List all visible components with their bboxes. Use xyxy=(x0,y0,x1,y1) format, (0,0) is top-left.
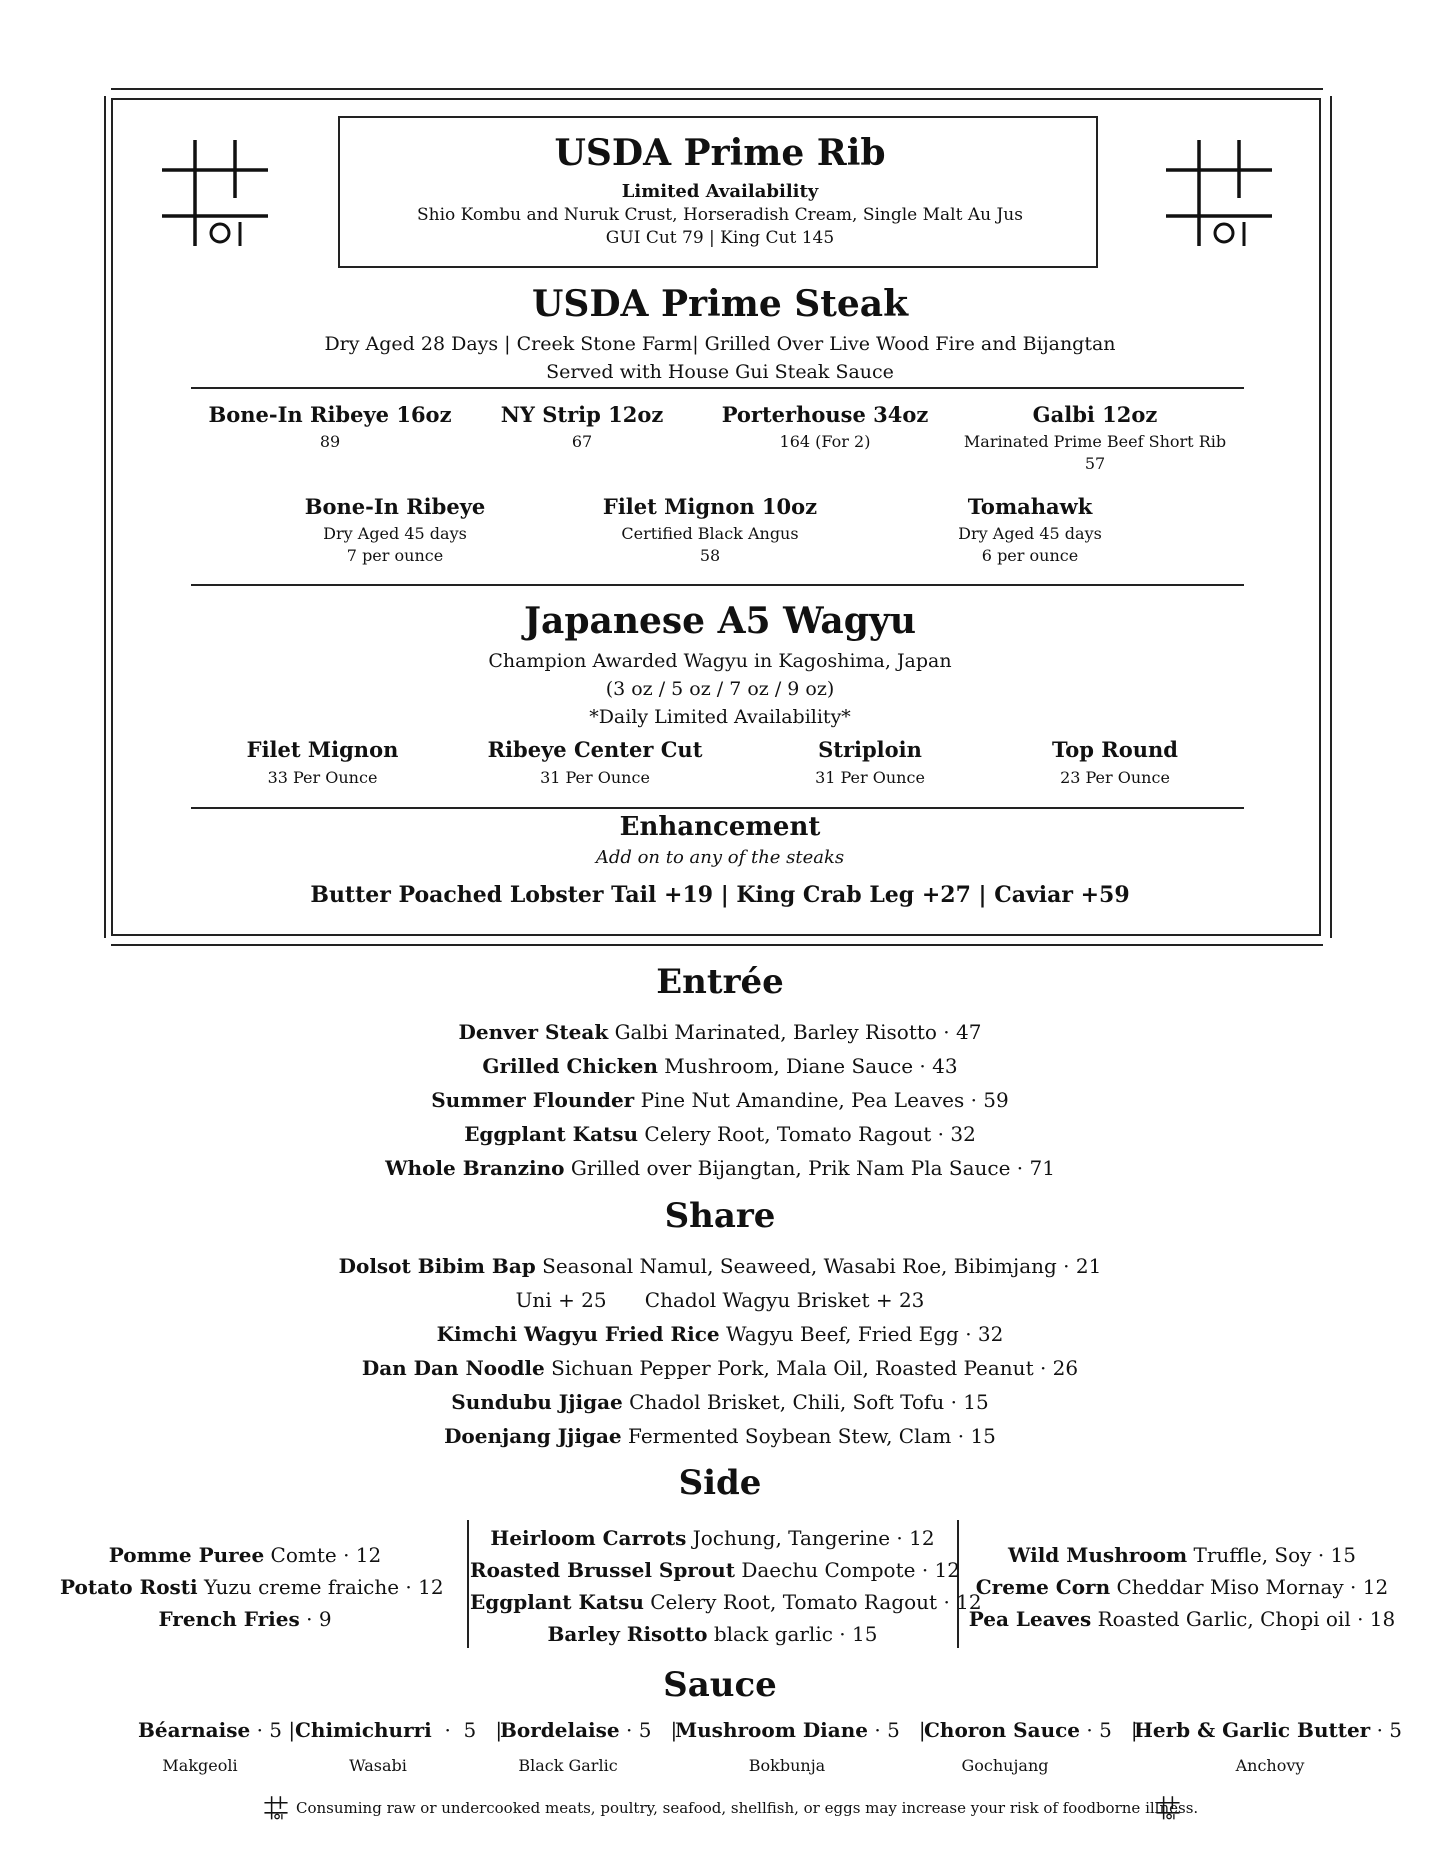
entree-item xyxy=(0,1156,1440,1180)
side-item-desc: Truffle, Soy · 15 xyxy=(1187,1543,1356,1567)
wagyu-cut-name: Top Round xyxy=(1052,737,1178,762)
side-divider xyxy=(467,1520,469,1648)
side-item-desc: Yuzu creme fraiche · 12 xyxy=(197,1575,444,1599)
side-item xyxy=(962,1603,1402,1635)
side-item-desc: Jochung, Tangerine · 12 xyxy=(686,1526,935,1550)
steak-item xyxy=(200,402,460,451)
side-item-name: Roasted Brussel Sprout xyxy=(470,1558,735,1582)
steak-name: Porterhouse 34oz xyxy=(721,402,929,427)
share-item-desc: Chadol Brisket, Chili, Soft Tofu · 15 xyxy=(622,1390,989,1414)
side-item-desc: Roasted Garlic, Chopi oil · 18 xyxy=(1091,1607,1396,1631)
sauce-item-price: · 5 | xyxy=(250,1718,296,1742)
steak-item xyxy=(950,402,1240,473)
side-item-name: Potato Rosti xyxy=(60,1575,198,1599)
steak-price: 67 xyxy=(571,432,593,451)
sauce-pairing: Wasabi xyxy=(349,1756,407,1775)
prime-steak-line2: Served with House Gui Steak Sauce xyxy=(546,361,894,383)
side-column-middle xyxy=(470,1522,982,1650)
steak-item xyxy=(270,494,520,565)
sauce-item-name: Chimichurri xyxy=(295,1718,432,1742)
sauce-pairing: Anchovy xyxy=(1235,1756,1305,1775)
side-item xyxy=(60,1603,430,1635)
side-item-name: Creme Corn xyxy=(975,1575,1111,1599)
frame-bottom-line xyxy=(111,944,1323,946)
share-title: Share xyxy=(664,1196,776,1236)
side-item-desc: Comte · 12 xyxy=(264,1543,382,1567)
sauce-item-price: · 5 xyxy=(1370,1718,1403,1742)
steak-price: 7 per ounce xyxy=(346,546,444,565)
steak-item xyxy=(920,494,1140,565)
side-column-right xyxy=(962,1539,1402,1635)
foodborne-warning: Consuming raw or undercooked meats, poultry, seafood, shellfish, or eggs may increase your risk of foodborne illness. xyxy=(296,1799,1199,1817)
share-item-name: Doenjang Jjigae xyxy=(444,1424,622,1448)
wagyu-cut-price: 31 Per Ounce xyxy=(540,768,650,787)
entree-item-desc: Pine Nut Amandine, Pea Leaves · 59 xyxy=(634,1088,1009,1112)
side-item-desc: Cheddar Miso Mornay · 12 xyxy=(1110,1575,1389,1599)
side-item-name: Heirloom Carrots xyxy=(490,1526,687,1550)
share-addons xyxy=(0,1288,1440,1312)
steak-name: Bone-In Ribeye 16oz xyxy=(208,402,452,427)
steak-description: Dry Aged 45 days xyxy=(323,524,467,543)
wagyu-cut-name: Striploin xyxy=(818,737,922,762)
steak-item xyxy=(700,402,950,451)
side-item xyxy=(470,1554,960,1586)
side-item xyxy=(962,1571,1402,1603)
entree-item-desc: Grilled over Bijangtan, Prik Nam Pla Sauce · 71 xyxy=(564,1156,1055,1180)
sauce-item-name: Béarnaise xyxy=(138,1718,251,1742)
sauce-item-name: Choron Sauce xyxy=(924,1718,1081,1742)
entree-item-desc: Celery Root, Tomato Ragout · 32 xyxy=(638,1122,976,1146)
side-item-desc: Celery Root, Tomato Ragout · 12 xyxy=(643,1590,982,1614)
side-item-desc: · 9 xyxy=(299,1607,332,1631)
prime-rib-description: Shio Kombu and Nuruk Crust, Horseradish Cream, Single Malt Au Jus xyxy=(417,205,1023,225)
share-item xyxy=(0,1390,1440,1414)
sauce-item xyxy=(675,1718,926,1742)
share-item-desc: Wagyu Beef, Fried Egg · 32 xyxy=(719,1322,1004,1346)
steak-item xyxy=(580,494,840,565)
sauce-item-price: · 5 | xyxy=(431,1718,503,1742)
wagyu-cut-name: Ribeye Center Cut xyxy=(487,737,703,762)
sauce-item-name: Mushroom Diane xyxy=(675,1718,868,1742)
side-item-name: Pomme Puree xyxy=(108,1543,265,1567)
entree-item-desc: Mushroom, Diane Sauce · 43 xyxy=(657,1054,958,1078)
wagyu-title: Japanese A5 Wagyu xyxy=(523,600,917,642)
share-item-name: Kimchi Wagyu Fried Rice xyxy=(436,1322,720,1346)
sauce-pairing: Black Garlic xyxy=(518,1756,618,1775)
steak-name: NY Strip 12oz xyxy=(500,402,664,427)
sauce-item-price: · 5 | xyxy=(868,1718,926,1742)
share-item xyxy=(0,1356,1440,1380)
sauce-item-name: Herb & Garlic Butter xyxy=(1134,1718,1371,1742)
prime-steak-line1: Dry Aged 28 Days | Creek Stone Farm| Grilled Over Live Wood Fire and Bijangtan xyxy=(324,333,1116,355)
share-item-name: Dolsot Bibim Bap xyxy=(338,1254,536,1278)
divider xyxy=(191,387,1244,389)
side-item-name: Wild Mushroom xyxy=(1008,1543,1188,1567)
footer-logo-left-icon xyxy=(264,1794,288,1822)
entree-item xyxy=(0,1054,1440,1078)
steak-description: Dry Aged 45 days xyxy=(958,524,1102,543)
wagyu-line1: Champion Awarded Wagyu in Kagoshima, Japan xyxy=(488,650,952,672)
steak-description: Marinated Prime Beef Short Rib xyxy=(963,432,1227,451)
footer-logo-right-icon xyxy=(1156,1794,1180,1822)
sauce-item xyxy=(1134,1718,1402,1742)
sauce-item xyxy=(295,1718,502,1742)
entree-item-desc: Galbi Marinated, Barley Risotto · 47 xyxy=(608,1020,982,1044)
wagyu-line3: *Daily Limited Availability* xyxy=(589,706,851,728)
wagyu-cut-price: 23 Per Ounce xyxy=(1060,768,1170,787)
side-item-name: Barley Risotto xyxy=(547,1622,708,1646)
side-item xyxy=(470,1618,955,1650)
sauce-pairing: Gochujang xyxy=(961,1756,1049,1775)
enhancement-title: Enhancement xyxy=(619,812,821,842)
entree-item-name: Eggplant Katsu xyxy=(464,1122,639,1146)
sauce-pairing: Bokbunja xyxy=(748,1756,826,1775)
wagyu-cut-price: 31 Per Ounce xyxy=(815,768,925,787)
share-item xyxy=(0,1254,1440,1278)
share-item-desc: Fermented Soybean Stew, Clam · 15 xyxy=(621,1424,996,1448)
side-item-name: Eggplant Katsu xyxy=(470,1590,644,1614)
steak-description: Certified Black Angus xyxy=(621,524,799,543)
prime-rib-title: USDA Prime Rib xyxy=(554,132,886,174)
divider xyxy=(191,584,1244,586)
wagyu-cut xyxy=(200,737,445,787)
share-item-desc: Uni + 25 Chadol Wagyu Brisket + 23 xyxy=(515,1288,925,1312)
side-column-left xyxy=(60,1539,444,1635)
frame-top-line xyxy=(111,88,1323,90)
side-divider xyxy=(957,1520,959,1648)
share-item-name: Sundubu Jjigae xyxy=(451,1390,623,1414)
steak-name: Bone-In Ribeye xyxy=(304,494,486,519)
side-item xyxy=(60,1571,444,1603)
side-item xyxy=(60,1539,430,1571)
prime-steak-title: USDA Prime Steak xyxy=(531,283,909,325)
side-item-name: Pea Leaves xyxy=(968,1607,1092,1631)
steak-name: Tomahawk xyxy=(967,494,1093,519)
entree-item xyxy=(0,1122,1440,1146)
sauce-item xyxy=(500,1718,677,1742)
side-item-desc: black garlic · 15 xyxy=(707,1622,878,1646)
share-item-desc: Sichuan Pepper Pork, Mala Oil, Roasted Peanut · 26 xyxy=(544,1356,1079,1380)
entree-title: Entrée xyxy=(656,962,784,1002)
steak-price: 58 xyxy=(699,546,721,565)
entree-item-name: Grilled Chicken xyxy=(482,1054,658,1078)
side-item-name: French Fries xyxy=(158,1607,300,1631)
side-item xyxy=(962,1539,1402,1571)
sauce-item-price: · 5 | xyxy=(619,1718,678,1742)
share-item xyxy=(0,1424,1440,1448)
sauce-pairing: Makgeoli xyxy=(162,1756,238,1775)
prime-rib-cuts: GUI Cut 79 | King Cut 145 xyxy=(605,228,835,248)
entree-item xyxy=(0,1020,1440,1044)
wagyu-cut xyxy=(1010,737,1220,787)
steak-name: Filet Mignon 10oz xyxy=(602,494,818,519)
side-item xyxy=(470,1522,955,1554)
side-item-desc: Daechu Compote · 12 xyxy=(734,1558,960,1582)
side-item xyxy=(470,1586,982,1618)
wagyu-cut xyxy=(470,737,720,787)
enhancement-items: Butter Poached Lobster Tail +19 | King Crab Leg +27 | Caviar +59 xyxy=(310,882,1130,908)
steak-name: Galbi 12oz xyxy=(1032,402,1158,427)
steak-price: 57 xyxy=(1084,454,1106,473)
wagyu-cut-name: Filet Mignon xyxy=(246,737,399,762)
entree-item xyxy=(0,1088,1440,1112)
steak-price: 6 per ounce xyxy=(981,546,1079,565)
prime-rib-availability: Limited Availability xyxy=(621,181,819,202)
sauce-item xyxy=(924,1718,1138,1742)
enhancement-subtitle: Add on to any of the steaks xyxy=(595,847,845,868)
share-item xyxy=(0,1322,1440,1346)
share-item-name: Dan Dan Noodle xyxy=(361,1356,545,1380)
side-title: Side xyxy=(678,1463,762,1503)
steak-price: 89 xyxy=(319,432,341,451)
entree-item-name: Denver Steak xyxy=(458,1020,609,1044)
wagyu-cut-price: 33 Per Ounce xyxy=(267,768,378,787)
wagyu-line2: (3 oz / 5 oz / 7 oz / 9 oz) xyxy=(605,678,835,700)
entree-item-name: Summer Flounder xyxy=(431,1088,635,1112)
entree-item-name: Whole Branzino xyxy=(385,1156,565,1180)
sauce-item xyxy=(138,1718,295,1742)
divider xyxy=(191,807,1244,809)
wagyu-cut xyxy=(770,737,970,787)
sauce-item-price: · 5 | xyxy=(1080,1718,1138,1742)
sauce-item-name: Bordelaise xyxy=(500,1718,620,1742)
share-item-desc: Seasonal Namul, Seaweed, Wasabi Roe, Bibimjang · 21 xyxy=(535,1254,1102,1278)
sauce-title: Sauce xyxy=(663,1665,777,1705)
steak-item xyxy=(462,402,702,451)
steak-price: 164 (For 2) xyxy=(779,432,871,451)
